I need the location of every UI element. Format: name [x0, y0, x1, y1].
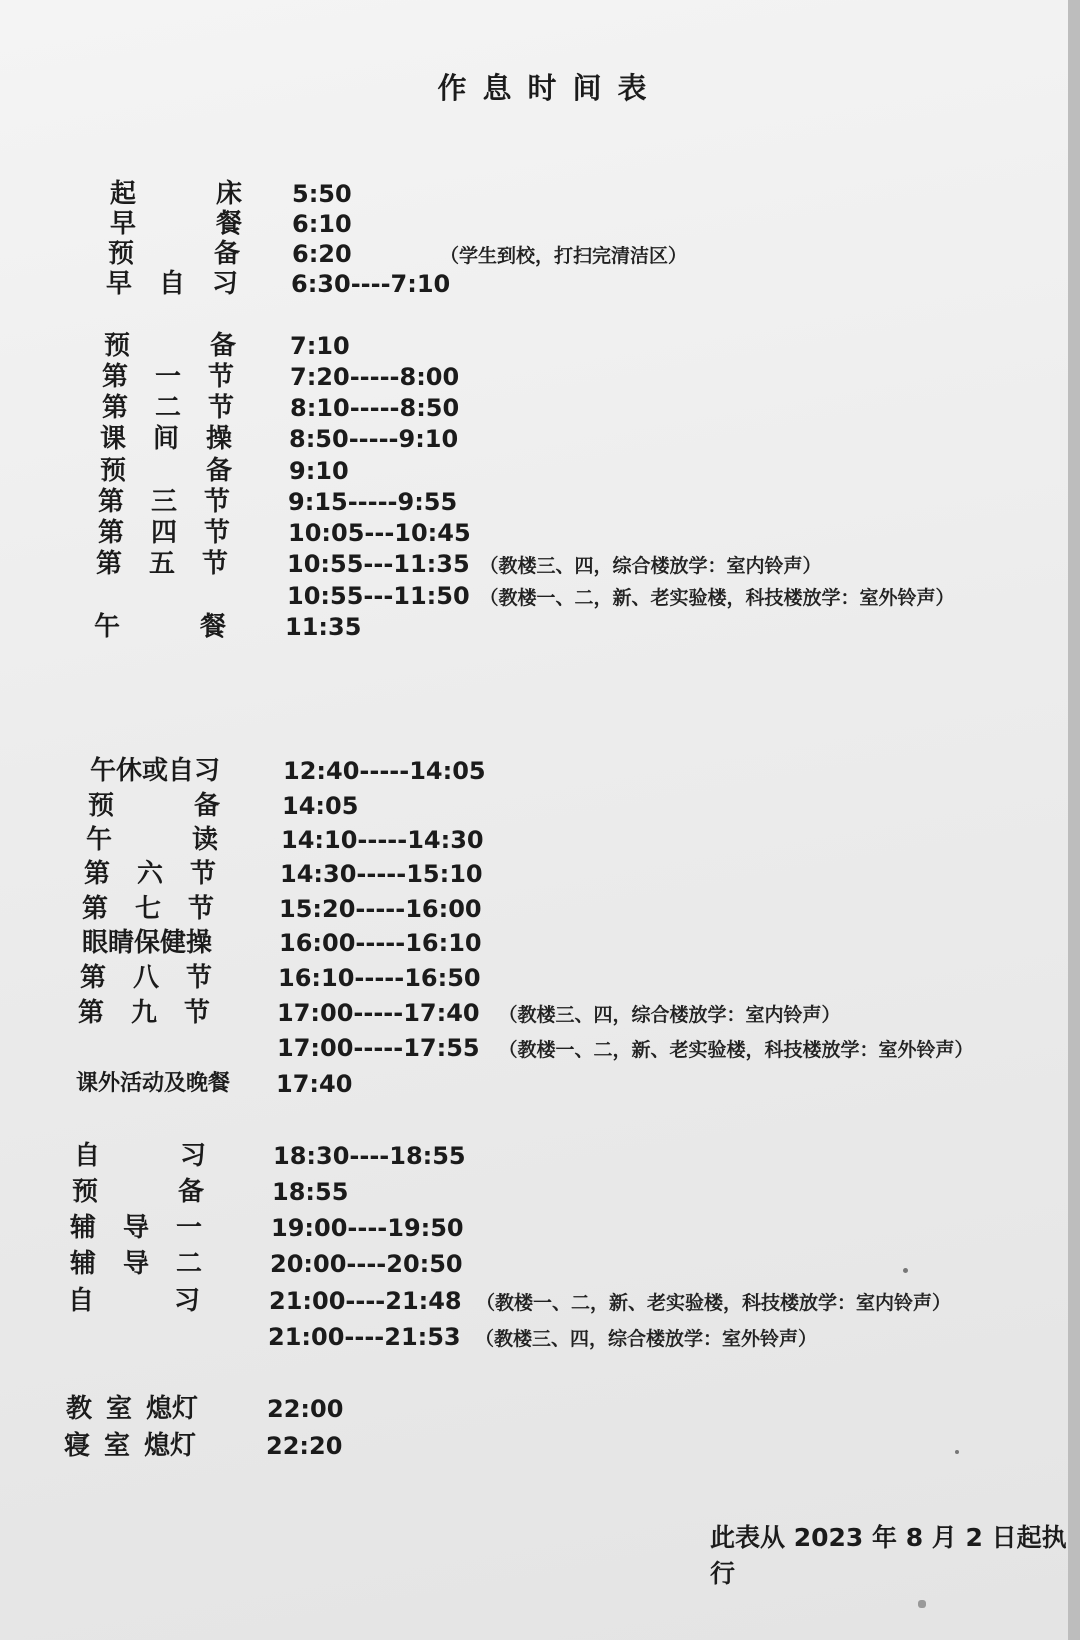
activity-label: 自 习 [74, 1141, 206, 1171]
time-range: 6:20 [292, 240, 352, 268]
schedule-row [0, 1140, 1060, 1172]
time-note: （学生到校，打扫完清洁区） [440, 245, 688, 267]
effective-date-note: 此表从 2023 年 8 月 2 日起执行 [710, 1523, 1067, 1588]
time-range: 14:05 [282, 792, 359, 820]
activity-label: 辅 导 二 [70, 1249, 202, 1279]
activity-label: 第 二 节 [102, 393, 234, 423]
activity-label: 第 三 节 [98, 487, 230, 517]
activity-label: 午 读 [86, 825, 218, 855]
schedule-row [0, 238, 1060, 270]
time-range: 17:00-----17:40 [277, 999, 480, 1027]
activity-label: 自 习 [68, 1286, 200, 1316]
activity-label: 第 七 节 [82, 894, 214, 924]
schedule-row [0, 1285, 1060, 1317]
paper-speck [903, 1268, 908, 1273]
schedule-row [0, 1248, 1060, 1280]
time-note: （教楼一、二，新、老实验楼，科技楼放学：室外铃声） [479, 587, 955, 609]
time-range: 11:35 [285, 613, 362, 641]
schedule-row [0, 1068, 1060, 1100]
time-range: 16:00-----16:10 [279, 929, 482, 957]
schedule-row [0, 455, 1060, 487]
activity-label: 预 备 [88, 791, 220, 821]
activity-label: 辅 导 一 [70, 1213, 202, 1243]
time-note: （教楼一、二，新、老实验楼，科技楼放学：室内铃声） [476, 1292, 952, 1314]
time-note: （教楼三、四，综合楼放学：室内铃声） [479, 555, 822, 577]
time-range: 21:00----21:53 [268, 1323, 461, 1351]
schedule-row [0, 997, 1060, 1029]
activity-label: 早 自 习 [106, 269, 238, 299]
activity-label: 教 室 熄灯 [66, 1394, 198, 1424]
activity-label: 预 备 [108, 239, 240, 269]
time-note: （教楼三、四，综合楼放学：室内铃声） [498, 1004, 841, 1026]
time-note: （教楼三、四，综合楼放学：室外铃声） [475, 1328, 818, 1350]
schedule-row [0, 1176, 1060, 1208]
schedule-row [0, 790, 1060, 822]
time-range: 10:55---11:35 [287, 550, 470, 578]
schedule-row [0, 208, 1060, 240]
activity-label: 课 间 操 [100, 424, 232, 454]
page-title: 作息时间表 [437, 71, 663, 105]
schedule-row [0, 893, 1060, 925]
schedule-row [0, 268, 1060, 300]
time-range: 7:20-----8:00 [290, 363, 460, 391]
activity-label: 第 四 节 [98, 518, 230, 548]
schedule-row [0, 517, 1060, 549]
activity-label: 早 餐 [110, 209, 242, 239]
schedule-row [0, 611, 1060, 643]
page-edge [1068, 0, 1080, 1640]
schedule-row [0, 1430, 1060, 1462]
schedule-row [0, 824, 1060, 856]
activity-label: 预 备 [100, 456, 232, 486]
activity-label: 午 餐 [94, 612, 226, 642]
activity-label: 课外活动及晚餐 [76, 1071, 231, 1096]
time-range: 6:10 [292, 210, 352, 238]
time-range: 17:40 [276, 1070, 353, 1098]
time-range: 6:30----7:10 [291, 270, 451, 298]
activity-label: 眼睛保健操 [82, 928, 213, 958]
time-range: 18:30----18:55 [273, 1142, 466, 1170]
activity-label: 寝 室 熄灯 [64, 1431, 196, 1461]
schedule-row [0, 423, 1060, 455]
schedule-row [0, 361, 1060, 393]
time-range: 8:10-----8:50 [290, 394, 460, 422]
schedule-row [0, 927, 1060, 959]
activity-label: 第 五 节 [96, 549, 228, 579]
paper-speck [918, 1600, 926, 1608]
time-range: 5:50 [292, 180, 352, 208]
time-range: 20:00----20:50 [270, 1250, 463, 1278]
time-range: 10:55---11:50 [287, 582, 470, 610]
activity-label: 第 九 节 [78, 998, 210, 1028]
schedule-row [0, 1212, 1060, 1244]
time-note: （教楼一、二，新、老实验楼，科技楼放学：室外铃声） [498, 1039, 974, 1061]
time-range: 8:50-----9:10 [289, 425, 459, 453]
time-range: 9:15-----9:55 [288, 488, 458, 516]
time-range: 12:40-----14:05 [283, 757, 486, 785]
activity-label: 起 床 [110, 179, 242, 209]
time-range: 17:00-----17:55 [277, 1034, 480, 1062]
activity-label: 第 六 节 [84, 859, 216, 889]
schedule-row [0, 330, 1060, 362]
time-range: 18:55 [272, 1178, 349, 1206]
activity-label: 第 八 节 [80, 963, 212, 993]
schedule-row [0, 486, 1060, 518]
schedule-row [0, 392, 1060, 424]
time-range: 9:10 [289, 457, 349, 485]
time-range: 22:20 [266, 1432, 343, 1460]
schedule-row [0, 858, 1060, 890]
time-range: 14:30-----15:10 [280, 860, 483, 888]
schedule-row [0, 580, 1060, 612]
time-range: 15:20-----16:00 [279, 895, 482, 923]
schedule-row [0, 1032, 1060, 1064]
time-range: 14:10-----14:30 [281, 826, 484, 854]
activity-label: 预 备 [104, 331, 236, 361]
time-range: 10:05---10:45 [288, 519, 471, 547]
time-range: 16:10-----16:50 [278, 964, 481, 992]
schedule-row [0, 548, 1060, 580]
schedule-row [0, 1321, 1060, 1353]
schedule-row [0, 755, 1060, 787]
paper-speck [955, 1450, 959, 1454]
time-range: 19:00----19:50 [271, 1214, 464, 1242]
activity-label: 第 一 节 [102, 362, 234, 392]
schedule-row [0, 178, 1060, 210]
schedule-row [0, 962, 1060, 994]
time-range: 21:00----21:48 [269, 1287, 462, 1315]
schedule-row [0, 1393, 1060, 1425]
time-range: 7:10 [290, 332, 350, 360]
time-range: 22:00 [267, 1395, 344, 1423]
activity-label: 预 备 [72, 1177, 204, 1207]
activity-label: 午休或自习 [90, 756, 221, 786]
